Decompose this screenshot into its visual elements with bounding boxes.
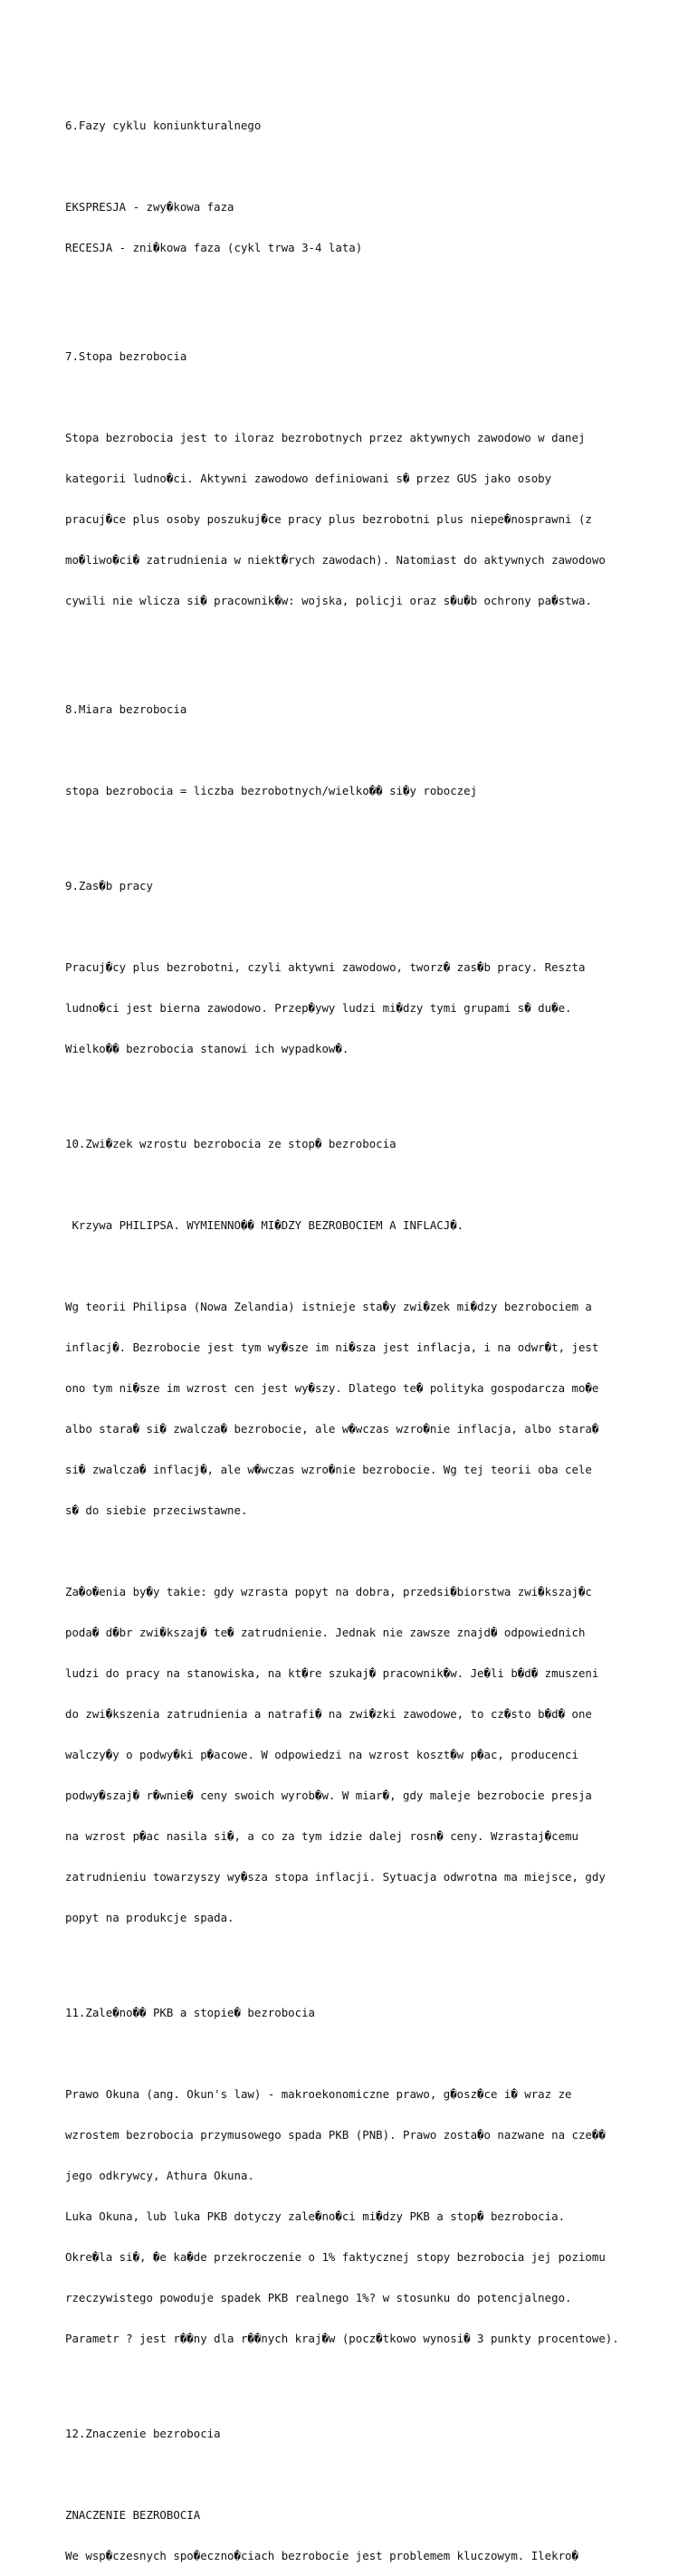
section-10-p2-line: podwy�szaj� r�wnie� ceny swoich wyrob�w. W miar�, gdy maleje bezrobocie presja	[65, 1789, 592, 1802]
section-11-heading: 11.Zale�no�� PKB a stopie� bezrobocia	[65, 2006, 316, 2019]
section-10-p2-line: poda� d�br zwi�kszaj� te� zatrudnienie. Jednak nie zawsze znajd� odpowiednich	[65, 1626, 586, 1639]
section-10-p2-line: ludzi do pracy na stanowiska, na kt�re szukaj� pracownik�w. Je�li b�d� zmuszeni	[65, 1666, 599, 1680]
section-10-p2-line: walczy�y o podwy�ki p�acowe. W odpowiedzi na wzrost koszt�w p�ac, producenci	[65, 1748, 578, 1761]
section-12-line: ZNACZENIE BEZROBOCIA	[65, 2508, 201, 2522]
section-6-heading: 6.Fazy cyklu koniunkturalnego	[65, 119, 262, 132]
section-10-p1-line: si� zwalcza� inflacj�, ale w�wczas wzro�nie bezrobocie. Wg tej teorii oba cele	[65, 1463, 592, 1476]
section-7-line: cywili nie wlicza si� pracownik�w: wojska, policji oraz s�u�b ochrony pa�stwa.	[65, 594, 592, 607]
section-11-line: jego odkrywcy, Athura Okuna.	[65, 2169, 254, 2182]
section-11-line: Prawo Okuna (ang. Okun's law) - makroekonomiczne prawo, g�osz�ce i� wraz ze	[65, 2087, 572, 2101]
section-7-heading: 7.Stopa bezrobocia	[65, 349, 187, 363]
section-10-p1-line: ono tym ni�sze im wzrost cen jest wy�szy. Dlatego te� polityka gospodarcza mo�e	[65, 1381, 599, 1395]
section-6-line: EKSPRESJA - zwy�kowa faza	[65, 200, 234, 214]
section-6-line: RECESJA - zni�kowa faza (cykl trwa 3-4 lata)	[65, 241, 363, 254]
section-9-heading: 9.Zas�b pracy	[65, 879, 153, 892]
section-7-line: mo�liwo�ci� zatrudnienia w niekt�rych zawodach). Natomiast do aktywnych zawodowo	[65, 553, 606, 567]
section-11-line: wzrostem bezrobocia przymusowego spada PKB (PNB). Prawo zosta�o nazwane na cze��	[65, 2128, 606, 2142]
section-10-p1-line: albo stara� si� zwalcza� bezrobocie, ale w�wczas wzro�nie inflacja, albo stara�	[65, 1422, 599, 1436]
section-10-p2-line: Za�o�enia by�y takie: gdy wzrasta popyt na dobra, przedsi�biorstwa zwi�kszaj�c	[65, 1585, 592, 1598]
section-10-p1-line: Wg teorii Philipsa (Nowa Zelandia) istnieje sta�y zwi�zek mi�dzy bezrobociem a	[65, 1300, 592, 1313]
section-10-subheading: Krzywa PHILIPSA. WYMIENNO�� MI�DZY BEZROBOCIEM A INFLACJ�.	[65, 1218, 464, 1232]
section-9-line: Wielko�� bezrobocia stanowi ich wypadkow�.	[65, 1042, 349, 1055]
section-11-line: rzeczywistego powoduje spadek PKB realnego 1%? w stosunku do potencjalnego.	[65, 2291, 572, 2304]
section-12-heading: 12.Znaczenie bezrobocia	[65, 2427, 221, 2440]
section-10-p2-line: do zwi�kszenia zatrudnienia a natrafi� na zwi�zki zawodowe, to cz�sto b�d� one	[65, 1707, 592, 1721]
section-8-heading: 8.Miara bezrobocia	[65, 702, 187, 716]
section-11-line: Okre�la si�, �e ka�de przekroczenie o 1% faktycznej stopy bezrobocia jej poziomu	[65, 2250, 606, 2264]
section-10-p2-line: popyt na produkcje spada.	[65, 1911, 234, 1924]
section-7-line: pracuj�ce plus osoby poszukuj�ce pracy plus bezrobotni plus niepe�nosprawni (z	[65, 512, 592, 526]
section-12-line: We wsp�czesnych spo�eczno�ciach bezrobocie jest problemem kluczowym. Ilekro�	[65, 2549, 578, 2562]
section-7-line: Stopa bezrobocia jest to iloraz bezrobotnych przez aktywnych zawodowo w danej	[65, 431, 586, 444]
section-9-line: ludno�ci jest bierna zawodowo. Przep�ywy ludzi mi�dzy tymi grupami s� du�e.	[65, 1001, 572, 1015]
section-10-p2-line: na wzrost p�ac nasila si�, a co za tym idzie dalej rosn� ceny. Wzrastaj�cemu	[65, 1829, 578, 1843]
section-8-line: stopa bezrobocia = liczba bezrobotnych/wielko�� si�y roboczej	[65, 784, 478, 797]
section-10-p1-line: s� do siebie przeciwstawne.	[65, 1503, 248, 1517]
section-10-p2-line: zatrudnieniu towarzyszy wy�sza stopa inflacji. Sytuacja odwrotna ma miejsce, gdy	[65, 1870, 606, 1884]
section-11-line: Parametr ? jest r��ny dla r��nych kraj�w (pocz�tkowo wynosi� 3 punkty procentowe).	[65, 2332, 619, 2345]
document-page	[65, 91, 681, 2576]
section-10-heading: 10.Zwi�zek wzrostu bezrobocia ze stop� bezrobocia	[65, 1137, 397, 1150]
section-9-line: Pracuj�cy plus bezrobotni, czyli aktywni zawodowo, tworz� zas�b pracy. Reszta	[65, 960, 586, 974]
section-7-line: kategorii ludno�ci. Aktywni zawodowo definiowani s� przez GUS jako osoby	[65, 472, 552, 485]
section-11-line: Luka Okuna, lub luka PKB dotyczy zale�no�ci mi�dzy PKB a stop� bezrobocia.	[65, 2209, 566, 2223]
section-10-p1-line: inflacj�. Bezrobocie jest tym wy�sze im ni�sza jest inflacja, i na odwr�t, jest	[65, 1340, 599, 1354]
